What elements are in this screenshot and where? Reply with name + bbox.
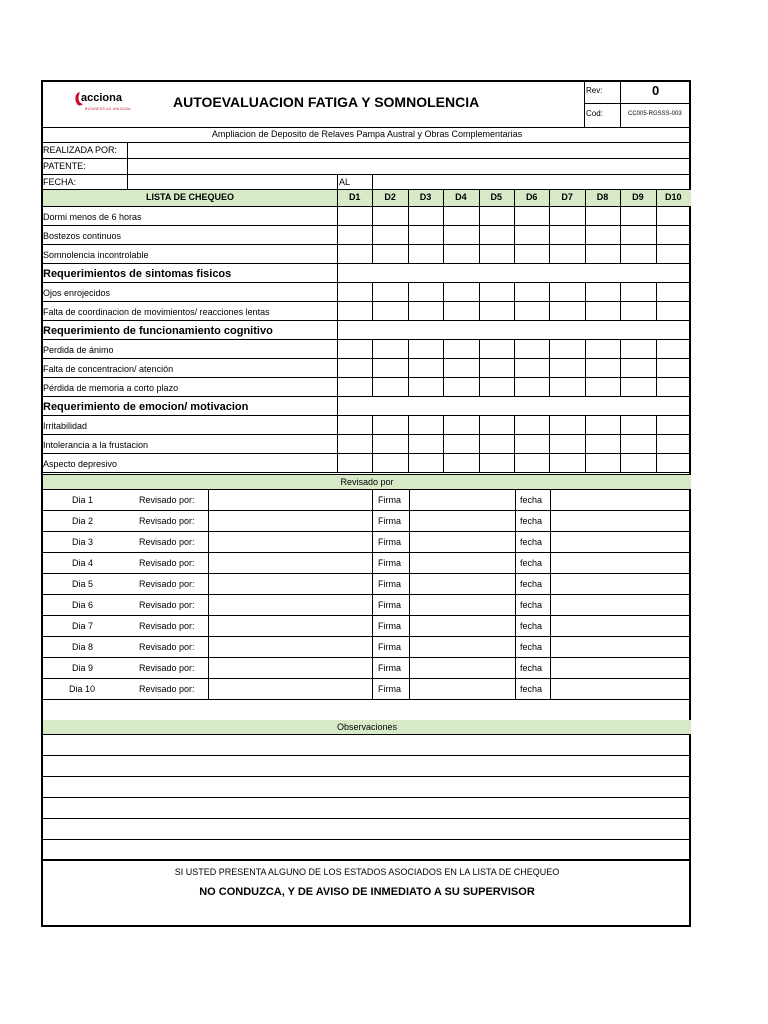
check-cell[interactable] (372, 377, 407, 396)
fecha-label: fecha (520, 642, 543, 652)
patente-field[interactable] (127, 159, 691, 174)
revisado-field[interactable] (208, 615, 372, 636)
check-cell[interactable] (372, 434, 407, 453)
check-cell[interactable] (620, 225, 655, 244)
check-cell[interactable] (479, 339, 514, 358)
check-cell[interactable] (372, 358, 407, 377)
check-cell[interactable] (656, 225, 691, 244)
check-cell[interactable] (656, 244, 691, 263)
firma-field[interactable] (409, 636, 515, 657)
revisado-label: Revisado por: (139, 642, 195, 652)
rev-label: Rev: (586, 86, 603, 95)
day-col-10: D10 (665, 192, 682, 202)
check-cell[interactable] (337, 301, 372, 320)
firma-field[interactable] (409, 657, 515, 678)
revisado-field[interactable] (208, 489, 372, 510)
firma-field[interactable] (409, 594, 515, 615)
firma-label: Firma (378, 537, 401, 547)
checklist-item: Irritabilidad (43, 421, 88, 431)
fecha-field[interactable] (550, 594, 691, 615)
check-cell[interactable] (479, 282, 514, 301)
check-cell[interactable] (585, 434, 620, 453)
check-cell[interactable] (337, 282, 372, 301)
check-cell[interactable] (514, 244, 549, 263)
check-cell[interactable] (443, 301, 478, 320)
check-cell[interactable] (585, 415, 620, 434)
check-cell[interactable] (479, 415, 514, 434)
check-cell[interactable] (656, 358, 691, 377)
firma-field[interactable] (409, 552, 515, 573)
checklist-item: Intolerancia a la frustacion (43, 440, 149, 450)
check-cell[interactable] (585, 244, 620, 263)
check-cell[interactable] (585, 282, 620, 301)
check-cell[interactable] (408, 206, 443, 225)
day-col-9: D9 (632, 192, 644, 202)
check-cell[interactable] (443, 225, 478, 244)
firma-label: Firma (378, 684, 401, 694)
fecha-label: fecha (520, 558, 543, 568)
day-col-6: D6 (525, 192, 538, 202)
check-cell[interactable] (514, 282, 549, 301)
check-cell[interactable] (443, 206, 478, 225)
firma-label: Firma (378, 516, 401, 526)
fecha-field[interactable] (550, 531, 691, 552)
revisado-label: Revisado por: (139, 621, 195, 631)
fecha-field[interactable] (550, 678, 691, 699)
check-cell[interactable] (656, 282, 691, 301)
fecha-label: fecha (520, 663, 543, 673)
review-day-label: Dia 5 (72, 579, 94, 589)
check-cell[interactable] (372, 225, 407, 244)
firma-label: Firma (378, 621, 401, 631)
check-cell[interactable] (620, 244, 655, 263)
check-cell[interactable] (337, 453, 372, 472)
checklist-item: Falta de concentracion/ atención (43, 364, 174, 374)
revisado-field[interactable] (208, 531, 372, 552)
check-cell[interactable] (656, 206, 691, 225)
checklist-item: Falta de coordinacion de movimientos/ reacciones lentas (43, 307, 270, 317)
check-cell[interactable] (620, 358, 655, 377)
revisado-label: Revisado por: (139, 684, 195, 694)
check-cell[interactable] (514, 453, 549, 472)
logo-text: acciona (81, 92, 122, 104)
check-cell[interactable] (337, 244, 372, 263)
check-cell[interactable] (337, 377, 372, 396)
firma-field[interactable] (409, 615, 515, 636)
fecha-field[interactable] (550, 636, 691, 657)
check-cell[interactable] (620, 377, 655, 396)
cod-value: CC005-RGSSS-003 (628, 111, 682, 117)
fecha-field[interactable] (550, 657, 691, 678)
check-cell[interactable] (620, 339, 655, 358)
check-cell[interactable] (479, 225, 514, 244)
check-cell[interactable] (620, 415, 655, 434)
footer-warning-line2: NO CONDUZCA, Y DE AVISO DE INMEDIATO A SU SUPERVISOR (199, 886, 535, 898)
check-cell[interactable] (620, 453, 655, 472)
checklist-item: Perdida de ánimo (43, 345, 114, 355)
check-cell[interactable] (372, 244, 407, 263)
check-cell[interactable] (514, 339, 549, 358)
fecha-field[interactable] (550, 510, 691, 531)
review-day-label: Dia 3 (72, 537, 94, 547)
check-cell[interactable] (514, 301, 549, 320)
check-cell[interactable] (656, 434, 691, 453)
checklist-item: Dormi menos de 6 horas (43, 212, 142, 222)
check-cell[interactable] (585, 339, 620, 358)
check-cell[interactable] (479, 244, 514, 263)
check-cell[interactable] (337, 339, 372, 358)
observation-line[interactable] (43, 776, 691, 797)
fecha-label: fecha (520, 516, 543, 526)
section-heading-3: Requerimiento de emocion/ motivacion (43, 401, 249, 413)
check-cell[interactable] (656, 301, 691, 320)
revisado-field[interactable] (208, 510, 372, 531)
fecha-from-field[interactable] (127, 175, 337, 189)
check-cell[interactable] (514, 415, 549, 434)
check-cell[interactable] (372, 453, 407, 472)
check-cell[interactable] (479, 301, 514, 320)
check-cell[interactable] (656, 453, 691, 472)
review-day-label: Dia 1 (72, 495, 94, 505)
day-col-1: D1 (348, 192, 361, 202)
fecha-field[interactable] (550, 615, 691, 636)
logo (73, 90, 133, 116)
check-cell[interactable] (620, 434, 655, 453)
check-cell[interactable] (443, 377, 478, 396)
check-cell[interactable] (514, 434, 549, 453)
checklist-item: Somnolencia incontrolable (43, 250, 149, 260)
check-cell[interactable] (585, 225, 620, 244)
revisado-label: Revisado por: (139, 495, 195, 505)
review-day-label: Dia 7 (72, 621, 94, 631)
revisado-label: Revisado por: (139, 516, 195, 526)
observations-title: Observaciones (336, 722, 398, 732)
check-cell[interactable] (443, 415, 478, 434)
check-cell[interactable] (549, 434, 584, 453)
check-cell[interactable] (408, 339, 443, 358)
check-cell[interactable] (585, 377, 620, 396)
check-cell[interactable] (549, 377, 584, 396)
firma-field[interactable] (409, 573, 515, 594)
fecha-label: fecha (520, 684, 543, 694)
revisado-label: Revisado por: (139, 579, 195, 589)
review-title: Revisado por (340, 477, 394, 487)
check-cell[interactable] (408, 434, 443, 453)
firma-label: Firma (378, 579, 401, 589)
check-cell[interactable] (372, 282, 407, 301)
day-col-2: D2 (384, 192, 396, 202)
check-cell[interactable] (549, 244, 584, 263)
firma-label: Firma (378, 663, 401, 673)
revisado-field[interactable] (208, 594, 372, 615)
check-cell[interactable] (549, 225, 584, 244)
check-cell[interactable] (408, 244, 443, 263)
check-cell[interactable] (372, 415, 407, 434)
observation-line[interactable] (43, 818, 691, 839)
firma-field[interactable] (409, 678, 515, 699)
check-cell[interactable] (337, 206, 372, 225)
day-col-5: D5 (490, 192, 503, 202)
revisado-label: Revisado por: (139, 600, 195, 610)
check-cell[interactable] (549, 339, 584, 358)
check-cell[interactable] (443, 244, 478, 263)
firma-label: Firma (378, 600, 401, 610)
checklist-title: LISTA DE CHEQUEO (145, 192, 234, 202)
checklist-item: Ojos enrojecidos (43, 288, 111, 298)
check-cell[interactable] (443, 358, 478, 377)
check-cell[interactable] (372, 339, 407, 358)
check-cell[interactable] (549, 453, 584, 472)
check-cell[interactable] (620, 301, 655, 320)
check-cell[interactable] (585, 358, 620, 377)
check-cell[interactable] (372, 206, 407, 225)
revisado-field[interactable] (208, 678, 372, 699)
check-cell[interactable] (443, 434, 478, 453)
realizada-label: REALIZADA POR: (43, 145, 118, 155)
day-col-7: D7 (561, 192, 573, 202)
review-day-label: Dia 8 (72, 642, 94, 652)
check-cell[interactable] (479, 434, 514, 453)
check-cell[interactable] (443, 339, 478, 358)
check-cell[interactable] (549, 282, 584, 301)
fecha-label: fecha (520, 495, 543, 505)
cod-label: Cod: (586, 109, 603, 118)
check-cell[interactable] (549, 301, 584, 320)
review-day-label: Dia 9 (72, 663, 94, 673)
patente-label: PATENTE: (43, 161, 86, 171)
fecha-field[interactable] (550, 552, 691, 573)
check-cell[interactable] (408, 377, 443, 396)
check-cell[interactable] (585, 453, 620, 472)
check-cell[interactable] (372, 301, 407, 320)
form-title: AUTOEVALUACION FATIGA Y SOMNOLENCIA (173, 94, 480, 110)
revisado-field[interactable] (208, 636, 372, 657)
revisado-label: Revisado por: (139, 558, 195, 568)
fecha-label: fecha (520, 537, 543, 547)
fecha-label: FECHA: (43, 177, 77, 187)
check-cell[interactable] (514, 377, 549, 396)
check-cell[interactable] (656, 377, 691, 396)
check-cell[interactable] (408, 415, 443, 434)
day-col-3: D3 (419, 192, 432, 202)
check-cell[interactable] (514, 225, 549, 244)
check-cell[interactable] (408, 282, 443, 301)
check-cell[interactable] (479, 453, 514, 472)
check-cell[interactable] (514, 206, 549, 225)
revisado-field[interactable] (208, 657, 372, 678)
fecha-to-field[interactable] (373, 175, 691, 189)
revisado-field[interactable] (208, 552, 372, 573)
review-day-label: Dia 4 (72, 558, 94, 568)
fecha-field[interactable] (550, 573, 691, 594)
check-cell[interactable] (408, 453, 443, 472)
observation-line[interactable] (43, 797, 691, 818)
logo-tagline: BUSINESS AS UNUSUAL (85, 107, 132, 111)
check-cell[interactable] (514, 358, 549, 377)
check-cell[interactable] (585, 301, 620, 320)
fecha-label: fecha (520, 621, 543, 631)
checklist-item: Pérdida de memoria a corto plazo (43, 383, 179, 393)
review-day-label: Dia 10 (69, 684, 96, 694)
revisado-field[interactable] (208, 573, 372, 594)
day-col-4: D4 (455, 192, 467, 202)
check-cell[interactable] (479, 358, 514, 377)
fecha-field[interactable] (550, 489, 691, 510)
observation-line[interactable] (43, 839, 691, 860)
check-cell[interactable] (656, 339, 691, 358)
review-day-label: Dia 6 (72, 600, 94, 610)
check-cell[interactable] (549, 206, 584, 225)
project-name: Ampliacion de Deposito de Relaves Pampa Austral y Obras Complementarias (211, 129, 523, 139)
check-cell[interactable] (479, 206, 514, 225)
firma-field[interactable] (409, 489, 515, 510)
footer-warning-line1: SI USTED PRESENTA ALGUNO DE LOS ESTADOS ASOCIADOS EN LA LISTA DE CHEQUEO (174, 867, 560, 877)
check-cell[interactable] (549, 358, 584, 377)
check-cell[interactable] (443, 282, 478, 301)
check-cell[interactable] (337, 225, 372, 244)
firma-field[interactable] (409, 531, 515, 552)
check-cell[interactable] (408, 358, 443, 377)
firma-label: Firma (378, 558, 401, 568)
check-cell[interactable] (656, 415, 691, 434)
check-cell[interactable] (337, 415, 372, 434)
section-heading-1: Requerimientos de sintomas fisicos (43, 268, 232, 280)
firma-label: Firma (378, 642, 401, 652)
check-cell[interactable] (620, 206, 655, 225)
fatigue-form (41, 80, 691, 927)
firma-label: Firma (378, 495, 401, 505)
fecha-label: fecha (520, 600, 543, 610)
al-label: AL (339, 177, 351, 187)
checklist-item: Aspecto depresivo (43, 459, 118, 469)
rev-value: 0 (652, 83, 660, 98)
checklist-item: Bostezos continuos (43, 231, 122, 241)
review-day-label: Dia 2 (72, 516, 94, 526)
check-cell[interactable] (408, 301, 443, 320)
check-cell[interactable] (585, 206, 620, 225)
check-cell[interactable] (620, 282, 655, 301)
fecha-label: fecha (520, 579, 543, 589)
check-cell[interactable] (337, 434, 372, 453)
day-col-8: D8 (596, 192, 609, 202)
check-cell[interactable] (443, 453, 478, 472)
revisado-label: Revisado por: (139, 663, 195, 673)
section-heading-2: Requerimiento de funcionamiento cognitivo (43, 325, 273, 337)
observation-line[interactable] (43, 755, 691, 776)
check-cell[interactable] (337, 358, 372, 377)
check-cell[interactable] (479, 377, 514, 396)
revisado-label: Revisado por: (139, 537, 195, 547)
realizada-field[interactable] (127, 143, 691, 158)
observation-line[interactable] (43, 734, 691, 755)
check-cell[interactable] (549, 415, 584, 434)
check-cell[interactable] (408, 225, 443, 244)
firma-field[interactable] (409, 510, 515, 531)
